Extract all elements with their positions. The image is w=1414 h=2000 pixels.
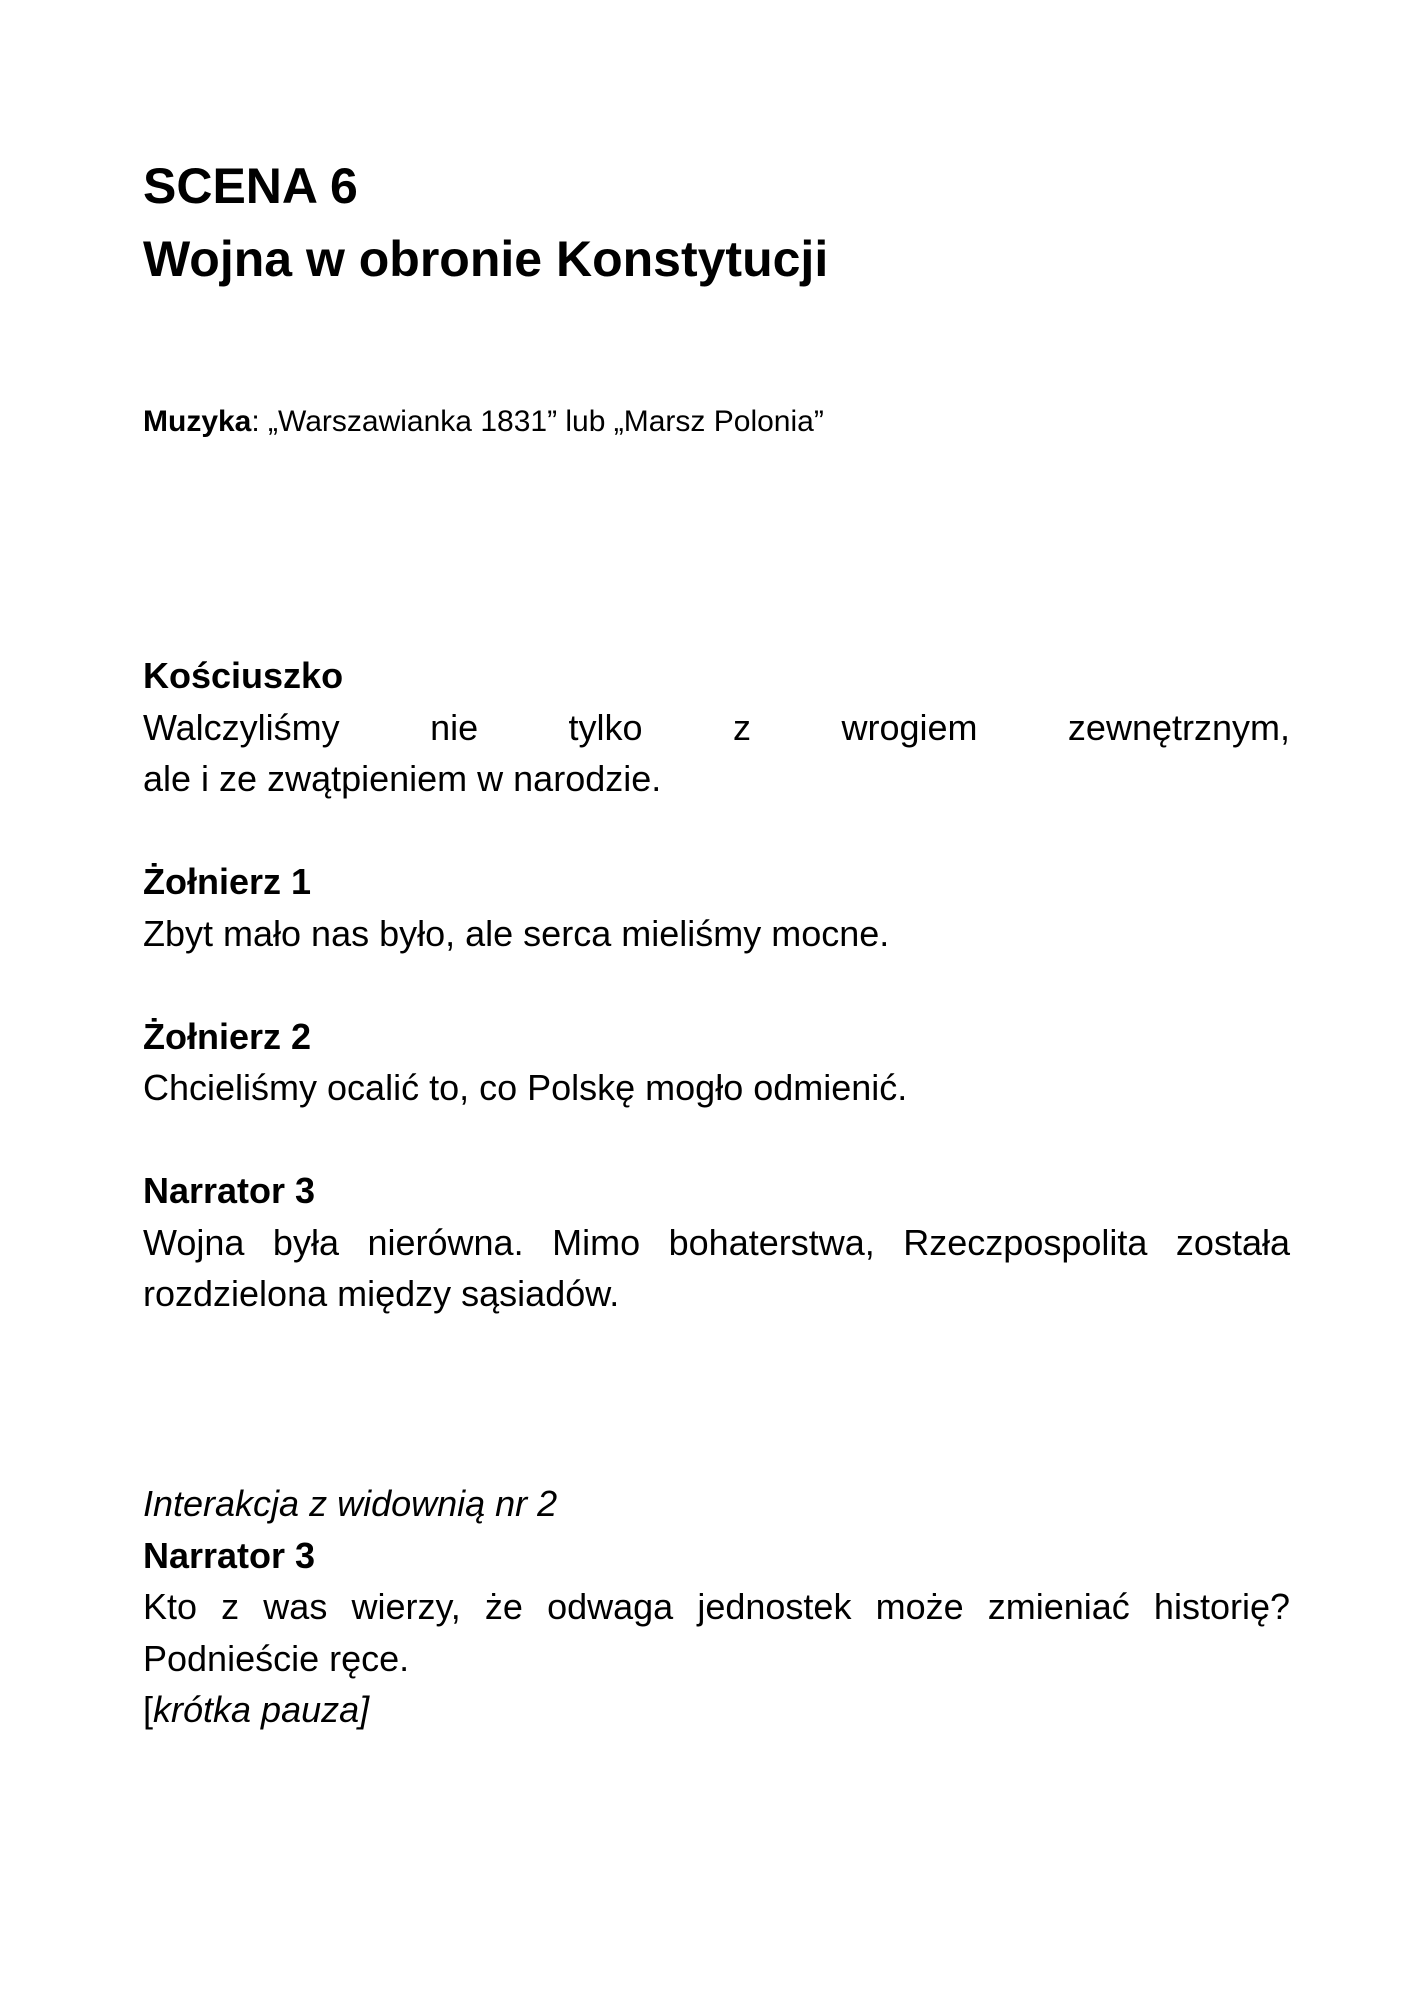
speaker-name: Żołnierz 1 <box>143 861 312 902</box>
music-label: Muzyka <box>143 405 252 438</box>
dialogue-section <box>143 650 1290 1320</box>
stage-direction-open-bracket: [ <box>143 1689 154 1730</box>
dialogue-line: Chcieliśmy ocalić to, co Polskę mogło odmienić. <box>143 1067 908 1108</box>
music-note <box>143 402 1290 442</box>
dialogue-line: rozdzielona między sąsiadów. <box>143 1273 620 1314</box>
scene-number: SCENA 6 <box>143 158 358 214</box>
scene-title <box>143 150 1290 296</box>
speaker-name: Kościuszko <box>143 655 344 696</box>
dialogue-line: Kto z was wierzy, że odwaga jednostek może zmieniać historię? <box>143 1586 1290 1627</box>
dialogue-line: Walczyliśmy nie tylko z wrogiem zewnętrznym, <box>143 706 1290 748</box>
stage-direction <box>143 1684 1290 1736</box>
dialogue-line: ale i ze zwątpieniem w narodzie. <box>143 758 662 799</box>
spacer <box>143 1114 1290 1166</box>
dialogue-line: Wojna była nierówna. Mimo bohaterstwa, Rzeczpospolita została <box>143 1221 1290 1263</box>
dialogue-block-narrator-3 <box>143 1165 1290 1320</box>
stage-direction-text: krótka pauza] <box>153 1689 370 1730</box>
dialogue-block-zolnierz-2 <box>143 1011 1290 1114</box>
dialogue-line: Zbyt mało nas było, ale serca mieliśmy mocne. <box>143 912 890 954</box>
dialogue-block-zolnierz-1 <box>143 856 1290 959</box>
audience-interaction <box>143 1478 1290 1736</box>
dialogue-line: Podnieście ręce. <box>143 1637 410 1679</box>
spacer <box>143 959 1290 1011</box>
spacer <box>143 805 1290 857</box>
music-text: „Warszawianka 1831” lub „Marsz Polonia” <box>259 405 824 438</box>
dialogue-block-kosciuszko <box>143 650 1290 805</box>
speaker-name: Narrator 3 <box>143 1170 316 1211</box>
interaction-heading: Interakcja z widownią nr 2 <box>143 1483 558 1524</box>
speaker-name: Żołnierz 2 <box>143 1015 312 1057</box>
scene-name: Wojna w obronie Konstytucji <box>143 231 829 287</box>
music-separator: : <box>251 405 260 438</box>
speaker-name: Narrator 3 <box>143 1534 316 1576</box>
